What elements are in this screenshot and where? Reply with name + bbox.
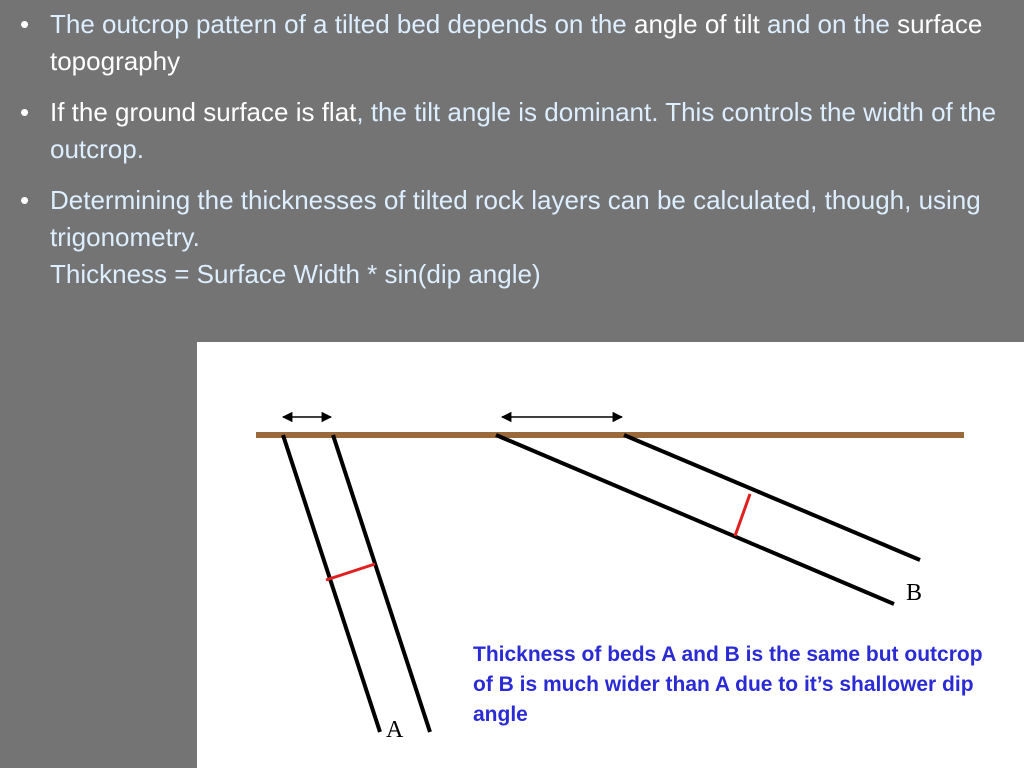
bullet-item-2 — [0, 94, 1010, 168]
bullet-3-formula: Thickness = Surface Width * sin(dip angle) — [50, 259, 541, 289]
bed-a-label: A — [386, 717, 404, 743]
bullet-dot: • — [20, 185, 30, 215]
bullet-1-text-c: and on the — [759, 9, 898, 39]
bullet-list — [0, 6, 1010, 307]
bullet-2-text-a: If the ground surface is flat — [50, 97, 357, 127]
bullet-1-text-b: angle of tilt — [633, 9, 760, 39]
bullet-2-text-b: , the tilt angle is dominant. This controls the width of the outcrop. — [50, 97, 997, 164]
bullet-dot: • — [20, 9, 30, 39]
bullet-item-3 — [0, 182, 1010, 293]
bullet-1-text-a: The outcrop pattern of a tilted bed depends on the — [50, 9, 634, 39]
bed-a-bottom-line — [333, 435, 430, 732]
bed-b-top-line — [496, 435, 894, 604]
bullet-item-1 — [0, 6, 1010, 80]
bed-a-thickness-marker — [326, 564, 375, 580]
bullet-dot: • — [20, 97, 30, 127]
bed-b-label: B — [906, 580, 923, 606]
bullet-1-text-d: surface topography — [50, 9, 983, 76]
bullet-3-line-1: Determining the thicknesses of tilted rock layers can be calculated, though, using trigonometry. — [50, 185, 981, 252]
diagram-caption: Thickness of beds A and B is the same but outcrop of B is much wider than A due to it’s shallower dip angle — [473, 643, 983, 726]
diagram-panel — [197, 342, 1024, 768]
bed-b-thickness-marker — [735, 494, 750, 536]
bed-b-bottom-line — [624, 435, 920, 560]
bed-a-top-line — [283, 435, 380, 732]
